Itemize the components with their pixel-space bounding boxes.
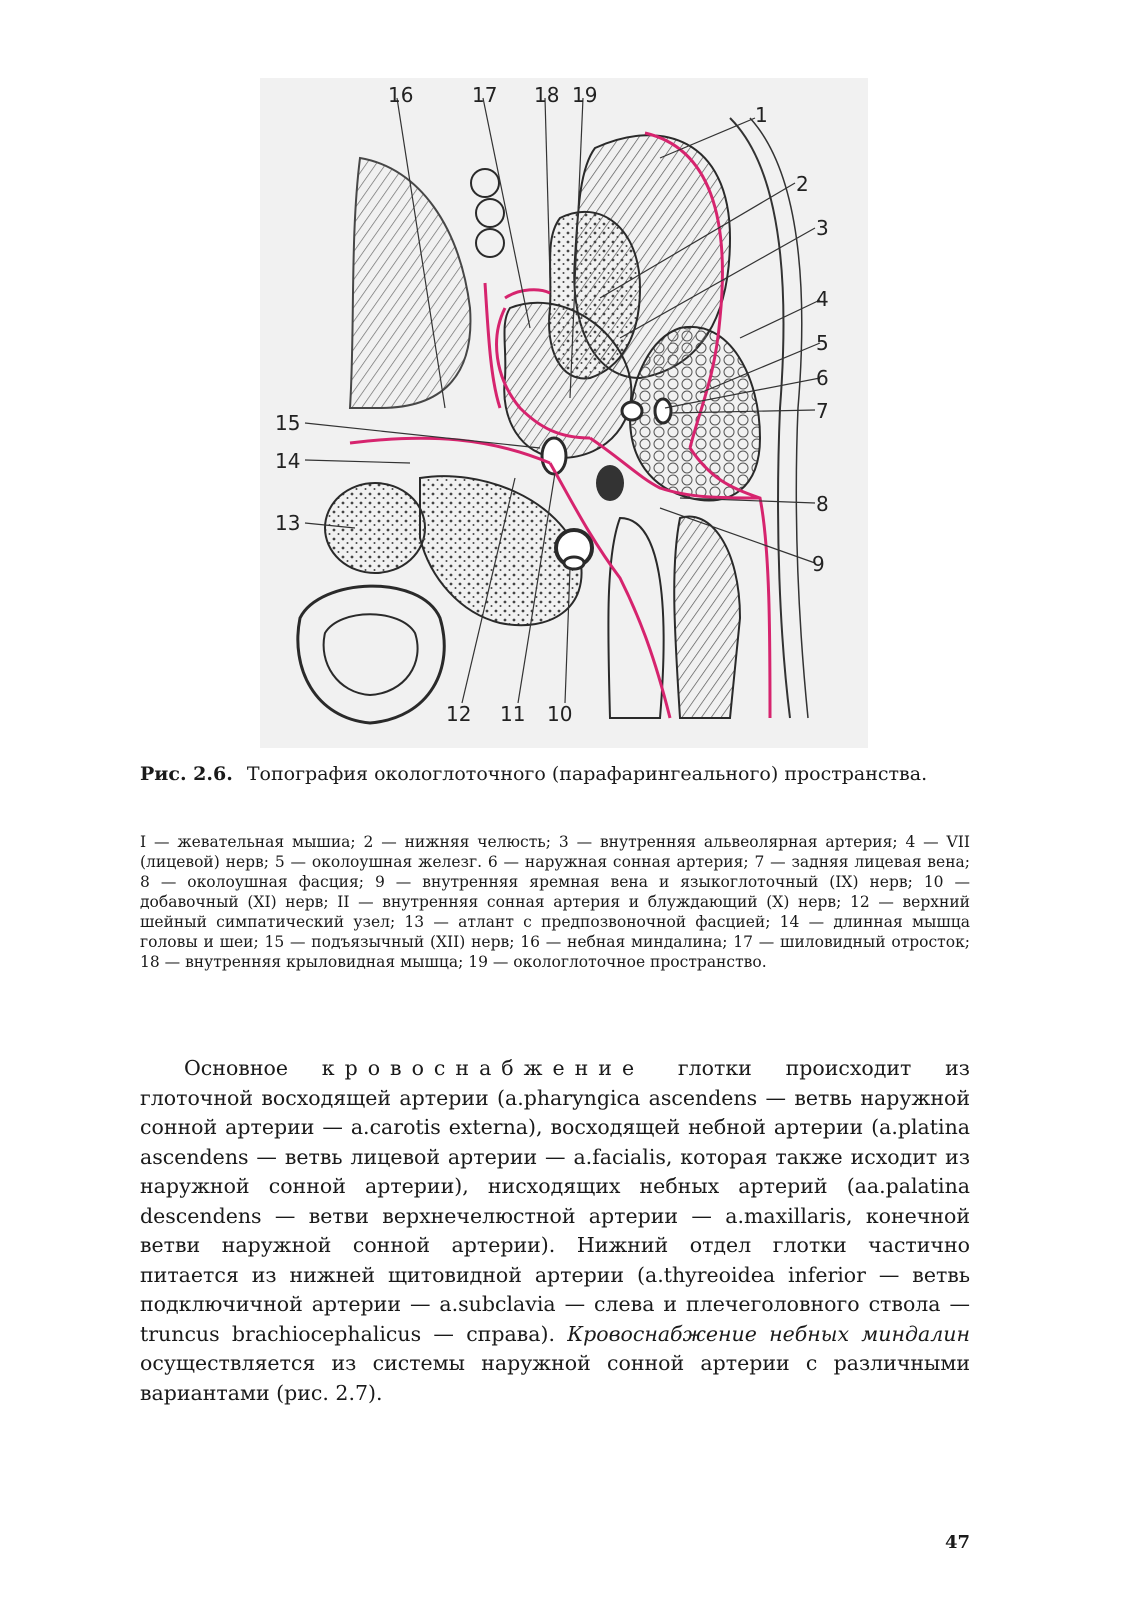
body-text-before-italic: глотки происходит из глоточной восходящей артерии (a.pharyngica ascendens — ветвь наружной сонной артерии — a.carotis externa), восходящей небной артерии (a.platina ascendens — ветвь лицевой артерии — a.facialis, которая также исходит из наружной сонной артерии), нисходящих небных артерий (aa.palatina descendens — ветви верхнечелюстной артерии — a.maxillaris, конечной ветви наружной сонной артерии). Нижний отдел глотки частично питается из нижней щитовидной артерии (a.thyreoidea inferior — ветвь подключичной артерии — a.subclavia — слева и плечеголовного ствола — truncus brachiocephalicus — справа). [140, 1056, 970, 1346]
label-8: 8 [816, 492, 829, 516]
label-3: 3 [816, 216, 829, 240]
figure-caption [140, 760, 970, 788]
label-9: 9 [812, 552, 825, 576]
atlas-vertebra [325, 483, 425, 573]
body-paragraph [140, 1054, 970, 1408]
tonsil-region [350, 158, 470, 408]
label-1: 1 [755, 103, 768, 127]
label-18: 18 [534, 83, 560, 107]
label-10: 10 [547, 702, 573, 726]
label-4: 4 [816, 287, 829, 311]
label-14: 14 [275, 449, 301, 473]
body-word-main: Основное [184, 1056, 288, 1080]
body-italic: Кровоснабжение небных миндалин [567, 1321, 970, 1346]
parotid-gland [630, 327, 760, 501]
label-7: 7 [816, 399, 829, 423]
page-number: 47 [944, 1532, 970, 1553]
figure-legend: I — жевательная мышиа; 2 — нижняя челюсть; 3 — внутренняя альвеолярная артерия; 4 — VII (лицевой) нерв; 5 — околоушная железг. 6 — наружная сонная артерия; 7 — задняя лицевая вена; 8 — околоушная фасция; 9 — внутренняя яремная вена и языкоглоточный (IX) нерв; 10 — добавочный (XI) нерв; II — внутренняя сонная артерия и блуждающий (X) нерв; 12 — верхний шейный симпатический узел; 13 — атлант с предпозвоночной фасцией; 14 — длинная мышца головы и шеи; 15 — подъязычный (XII) нерв; 16 — небная миндалина; 17 — шиловидный отросток; 18 — внутренняя крыловидная мышца; 19 — окологлоточное пространство. [140, 833, 970, 971]
label-17: 17 [472, 83, 498, 107]
body-word-spaced: кровоснабжение [321, 1056, 645, 1080]
label-5: 5 [816, 331, 829, 355]
body-text-after-italic: осуществляется из системы наружной сонной артерии с различными вариантами (рис. 2.7). [140, 1351, 970, 1405]
caption-text: Топография окологлоточного (парафарингеального) пространства. [246, 763, 928, 785]
anatomy-illustration [260, 78, 868, 748]
label-2: 2 [796, 172, 809, 196]
label-6: 6 [816, 366, 829, 390]
caption-label: Рис. 2.6. [140, 763, 233, 785]
anatomy-figure [260, 78, 868, 748]
label-15: 15 [275, 411, 301, 435]
spinal-canal [298, 586, 444, 723]
label-12: 12 [446, 702, 472, 726]
label-16: 16 [388, 83, 414, 107]
label-11: 11 [500, 702, 526, 726]
label-19: 19 [572, 83, 598, 107]
label-13: 13 [275, 511, 301, 535]
